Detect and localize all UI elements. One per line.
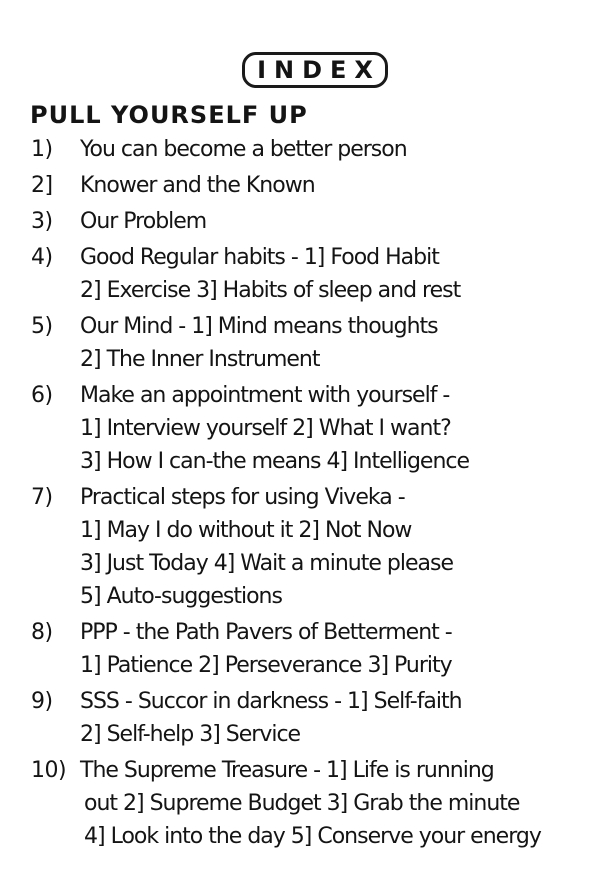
toc-entry-5 <box>0 310 600 376</box>
entry-line-continued: 1] Interview yourself 2] What I want? <box>80 416 451 441</box>
entry-line: Make an appointment with yourself - <box>80 383 450 408</box>
entry-number: 9) <box>31 689 53 714</box>
entry-number: 6) <box>31 383 53 408</box>
entry-line-continued: 2] The Inner Instrument <box>80 347 320 372</box>
entry-line-continued: 2] Exercise 3] Habits of sleep and rest <box>80 278 461 303</box>
table-of-contents <box>0 133 600 856</box>
entry-line-continued: 3] How I can-the means 4] Intelligence <box>80 449 470 474</box>
index-heading-box <box>242 52 388 88</box>
entry-number: 2] <box>31 173 53 198</box>
entry-line-continued: 4] Look into the day 5] Conserve your energy <box>84 824 541 849</box>
toc-entry-6 <box>0 379 600 478</box>
entry-line: Knower and the Known <box>80 173 315 198</box>
toc-entry-1 <box>0 133 600 166</box>
entry-line-continued: 2] Self-help 3] Service <box>80 722 301 747</box>
entry-line: Good Regular habits - 1] Food Habit <box>80 245 439 270</box>
entry-line: PPP - the Path Pavers of Betterment - <box>80 620 452 645</box>
entry-line: Our Mind - 1] Mind means thoughts <box>80 314 438 339</box>
entry-line: The Supreme Treasure - 1] Life is running <box>80 758 494 783</box>
entry-line-continued: out 2] Supreme Budget 3] Grab the minute <box>84 791 520 816</box>
entry-number: 10) <box>31 758 67 783</box>
entry-number: 4) <box>31 245 53 270</box>
entry-line-continued: 5] Auto-suggestions <box>80 584 282 609</box>
entry-line: Practical steps for using Viveka - <box>80 485 405 510</box>
section-title: PULL YOURSELF UP <box>30 101 308 129</box>
toc-entry-7 <box>0 481 600 613</box>
toc-entry-8 <box>0 616 600 682</box>
entry-line: Our Problem <box>80 209 207 234</box>
toc-entry-4 <box>0 241 600 307</box>
entry-number: 8) <box>31 620 53 645</box>
toc-entry-10 <box>0 754 600 853</box>
entry-line-continued: 1] Patience 2] Perseverance 3] Purity <box>80 653 452 678</box>
index-heading: INDEX <box>257 56 381 84</box>
entry-line: SSS - Succor in darkness - 1] Self-faith <box>80 689 462 714</box>
toc-entry-3 <box>0 205 600 238</box>
entry-number: 7) <box>31 485 53 510</box>
toc-entry-2 <box>0 169 600 202</box>
entry-number: 3) <box>31 209 53 234</box>
entry-number: 5) <box>31 314 53 339</box>
toc-entry-9 <box>0 685 600 751</box>
entry-line: You can become a better person <box>80 137 407 162</box>
entry-line-continued: 3] Just Today 4] Wait a minute please <box>80 551 453 576</box>
entry-number: 1) <box>31 137 53 162</box>
entry-line-continued: 1] May I do without it 2] Not Now <box>80 518 412 543</box>
